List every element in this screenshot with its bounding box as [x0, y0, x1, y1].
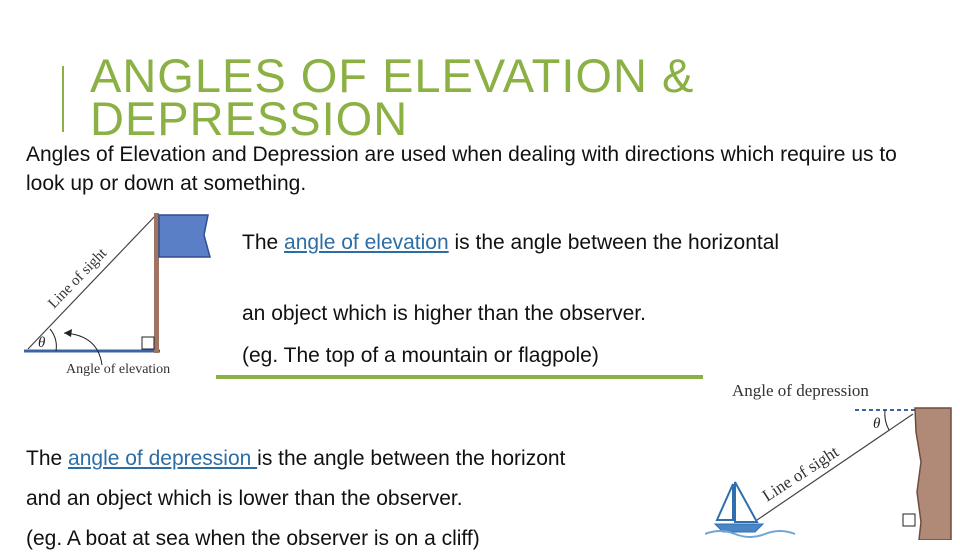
line-of-sight-label: Line of sight: [45, 245, 111, 312]
line-of-sight: [28, 215, 156, 349]
pointer-arrow: [64, 333, 102, 365]
slide-title: ANGLES OF ELEVATION & DEPRESSION: [90, 49, 695, 145]
cliff: [915, 408, 951, 540]
line-of-sight: [757, 414, 913, 520]
divider-line: [216, 375, 703, 379]
theta-label: θ: [873, 416, 881, 432]
depression-text-line-3: (eg. A boat at sea when the observer is on a cliff): [26, 527, 480, 550]
right-angle-mark: [903, 514, 915, 526]
arrow-head: [64, 329, 72, 337]
intro-paragraph: Angles of Elevation and Depression are used when dealing with directions which require us to look up or down at something.: [26, 143, 897, 195]
angle-of-elevation-link[interactable]: angle of elevation: [284, 231, 449, 254]
angle-arc: [50, 329, 56, 351]
angle-of-elevation-label: Angle of elevation: [66, 362, 171, 377]
elevation-text-line-1: The angle of elevation is the angle between the horizontal: [242, 231, 780, 254]
depression-text-line-1: The angle of depression is the angle between the horizont: [26, 447, 566, 470]
angle-of-depression-link[interactable]: angle of depression: [68, 447, 258, 470]
theta-label: θ: [38, 335, 46, 351]
line-of-sight-label: Line of sight: [758, 442, 843, 506]
elevation-text-line-2: an object which is higher than the observer.: [242, 302, 646, 325]
depression-text-line-2: and an object which is lower than the observer.: [26, 487, 463, 510]
angle-of-depression-label: Angle of depression: [732, 381, 869, 400]
elevation-text-line-3: (eg. The top of a mountain or flagpole): [242, 344, 599, 367]
angle-arc: [885, 410, 889, 430]
angle-of-elevation-figure: [20, 205, 220, 380]
right-angle-mark: [142, 337, 154, 349]
flag: [159, 215, 210, 257]
title-accent-bar: [62, 66, 64, 132]
angle-of-depression-figure: [705, 372, 955, 540]
